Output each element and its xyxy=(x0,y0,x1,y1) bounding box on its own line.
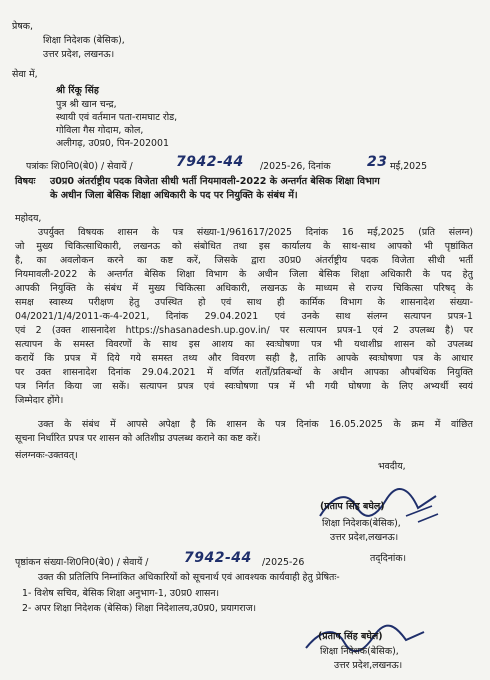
enclosure: संलग्नकः-उक्तवत्। xyxy=(15,450,78,461)
body-line: नियमावली-2022 के अन्तर्गत बेसिक शिक्षा विभाग के अधीन जिला बेसिक शिक्षा अधिकारी के पद हेतु xyxy=(15,269,473,280)
body-line: पत्र निर्गत किया जा सकें। सत्यापन प्रपत्र एवं स्वःघोषणा पत्र में भी गयी घोषणा के लिए अभ्यर्थी स्वयं xyxy=(15,381,473,392)
signatory-name: (प्रताप सिंह बघेल) xyxy=(320,501,385,512)
signatory-line: शिक्षा निदेशक(बेसिक), xyxy=(322,518,401,529)
signatory2-line: शिक्षा निदेशक(बेसिक), xyxy=(320,646,399,657)
body-line: सूचना निर्धारित प्रपत्र पर शासन को अतिशीघ्र उपलब्ध कराने का कष्ट करें। xyxy=(15,433,261,444)
endorsement-intro: उक्त की प्रतिलिपि निम्नांकित अधिकारियों को सूचनार्थ एवं आवश्यक कार्यवाही हेतु प्रेषितः- xyxy=(38,572,340,583)
date-month-year: मई,2025 xyxy=(390,161,428,172)
signatory2-line: उत्तर प्रदेश,लखनऊ। xyxy=(334,660,403,671)
copy-list-item: 1- विशेष सचिव, बेसिक शिक्षा अनुभाग-1, उ0प्र0 शासन। xyxy=(22,588,220,599)
closing: भवदीय, xyxy=(378,461,406,472)
sender-line: शिक्षा निदेशक (बेसिक), xyxy=(43,35,125,46)
subject-line: के अधीन जिला बेसिक शिक्षा अधिकारी के पद पर नियुक्ति के संबंध में। xyxy=(50,190,298,201)
endorsement-suffix: /2025-26 xyxy=(262,557,305,568)
signatory-line: उत्तर प्रदेश,लखनऊ। xyxy=(330,532,399,543)
date-day-handwritten: 23 xyxy=(367,154,388,170)
salutation: महोदय, xyxy=(15,213,42,224)
reference-suffix: /2025-26, दिनांक xyxy=(260,161,331,172)
body-line: करायें कि प्रपत्र में दिये गये समस्त तथ्य और विवरण सही है, ताकि आपके स्वःघोषणा पत्र के आधार xyxy=(15,353,473,364)
body-line: 04/2021/1/4/2011-क-4-2021, दिनांक 29.04.2021 एवं उनके साथ संलग्न सत्यापन प्रपत्र-1 xyxy=(15,311,473,322)
body-line: जो मुख्य चिकित्साधिकारी, लखनऊ को संबोधित तथा इस कार्यालय के साथ-साथ आपको भी पृष्ठांकित xyxy=(15,241,473,252)
endorsement-date: तद्‌दिनांक। xyxy=(370,553,407,564)
subject-line: उ0प्र0 अंतर्राष्ट्रीय पदक विजेता सीधी भर्ती नियमावली-2022 के अन्तर्गत बेसिक शिक्षा विभाग xyxy=(50,176,380,187)
recipient-name: श्री रिंकू सिंह xyxy=(56,85,99,96)
body-line: उपर्युक्त विषयक शासन के पत्र संख्या-1/961617/2025 दिनांक 16 मई,2025 (प्रति संलग्न) xyxy=(38,227,473,238)
recipient-line: पुत्र श्री खान चन्द्र, xyxy=(56,99,117,110)
sender-label: प्रेषक, xyxy=(12,21,33,32)
to-label: सेवा में, xyxy=(12,69,38,80)
subject-label: विषयः xyxy=(15,176,36,187)
recipient-line: अलीगढ़, उ0प्र0, पिन-202001 xyxy=(56,138,169,149)
copy-list-item: 2- अपर शिक्षा निदेशक (बेसिक) शिक्षा निदेशालय,उ0प्र0, प्रयागराज। xyxy=(22,603,257,614)
body-line: पर उक्त शासनादेश दिनांक 29.04.2021 में वर्णित शर्तों/प्रतिबन्धों के अधीन आपका औपबंधिक नियुक्ति xyxy=(15,367,473,378)
recipient-line: गोविला गैस गोदाम, कोल, xyxy=(56,125,144,136)
recipient-line: स्थायी एवं वर्तमान पता-रामघाट रोड, xyxy=(56,112,178,123)
endorsement-number-handwritten: 7942-44 xyxy=(184,550,252,566)
sender-line: उत्तर प्रदेश, लखनऊ। xyxy=(43,49,115,60)
body-line: सत्यापन के समस्त विवरणों के साथ इस आशय का स्वःघोषणा पत्र भी यथाशीघ्र शासन को उपलब्ध xyxy=(15,339,473,350)
body-line: उक्त के संबंध में आपसे अपेक्षा है कि शासन के पत्र दिनांक 16.05.2025 के क्रम में वांछित xyxy=(38,419,473,430)
body-line: आपकी नियुक्ति के संबंध में मुख्य चिकित्सा अधिकारी, लखनऊ के माध्यम से राज्य चिकित्सा परिषद् के xyxy=(15,283,473,294)
reference-number-handwritten: 7942-44 xyxy=(176,154,244,170)
body-line: है, का अवलोकन करने का कष्ट करें, जिसके द्वारा उ0प्र0 अंतर्राष्ट्रीय पदक विजेता सीधी भर्ती xyxy=(15,255,473,266)
body-line: समक्ष स्वास्थ्य परीक्षण हेतु उपस्थित हो एवं साथ ही कार्मिक विभाग के शासनादेश संख्या- xyxy=(15,297,473,308)
body-line: एवं 2 (उक्त शासनादेश https://shasanadesh.up.gov.in/ पर सत्यापन प्रपत्र-1 एवं 2 उपलब्ध है) पर xyxy=(15,325,473,336)
body-line: जिम्मेदार होंगे। xyxy=(15,395,64,406)
reference-prefix: पत्रांकः शि0नि0(बे0) / सेवायें / xyxy=(26,161,133,172)
signatory2-name: (प्रताप सिंह बघेल) xyxy=(318,631,383,642)
endorsement-prefix: पृष्ठांकन संख्या-शि0नि0(बे0) / सेवायें / xyxy=(15,557,149,568)
